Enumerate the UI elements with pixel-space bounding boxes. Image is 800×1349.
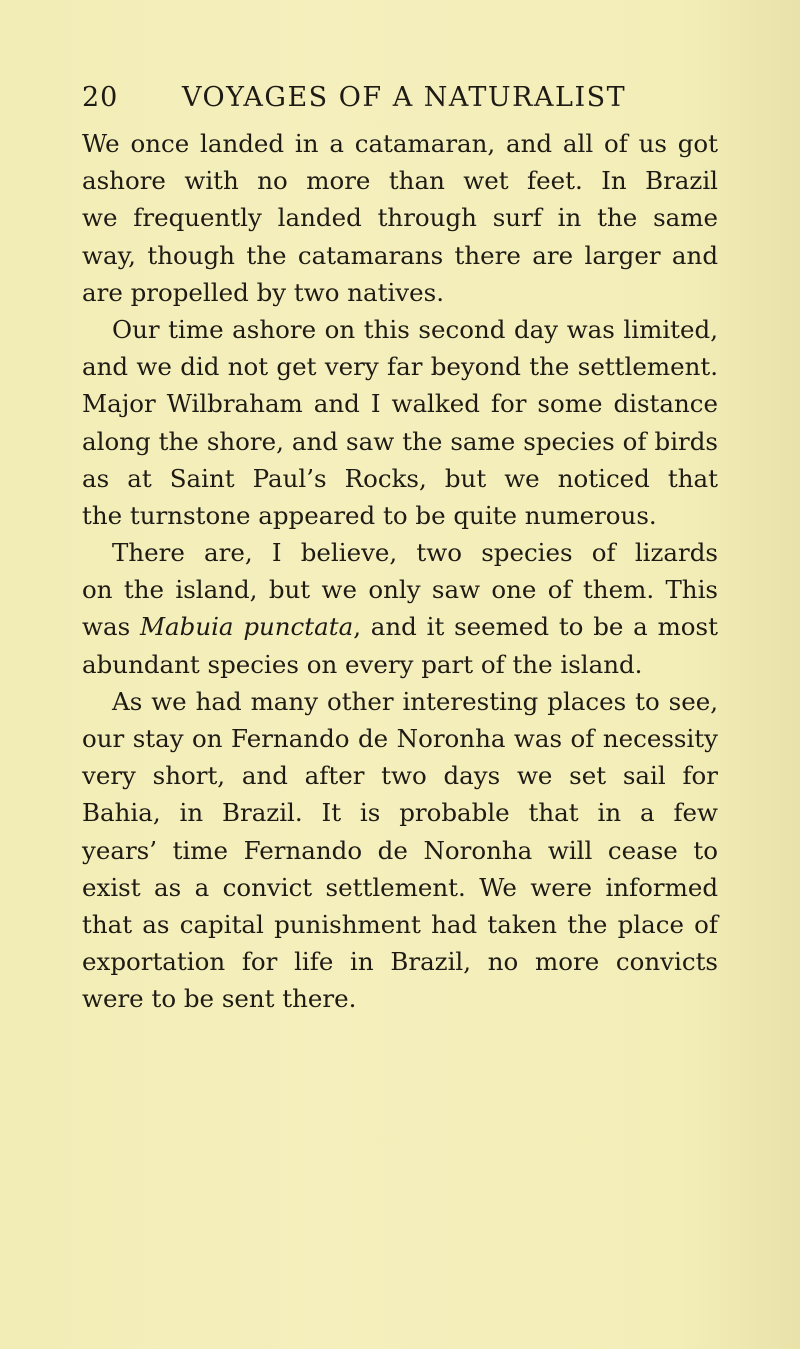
text-line: Our time ashore on this second day was limited, (112, 314, 718, 344)
text-line: abundant species on every part of the island. (82, 649, 643, 679)
text-line: were to be sent there. (82, 984, 357, 1014)
text-line: the turnstone appeared to be quite numerous. (82, 500, 657, 530)
text-line: are propelled by two natives. (82, 277, 445, 307)
text-line: As we had many other interesting places to see, (112, 686, 718, 716)
text-line: on the island, but we only saw one of them. This (82, 575, 718, 605)
page-number: 20 (82, 82, 119, 113)
text-line: along the shore, and saw the same species of birds (82, 426, 718, 456)
text-line: Bahia, in Brazil. It is probable that in a few (82, 798, 718, 828)
text-line: Major Wilbraham and I walked for some distance (82, 389, 718, 419)
text-line-with-species-name (82, 608, 718, 645)
species-name: Mabuia punctata (139, 612, 354, 642)
text-line: and we did not get very far beyond the settlement. (82, 352, 718, 382)
text-line: There are, I believe, two species of lizards (112, 538, 718, 568)
text-line: exist as a convict settlement. We were informed (82, 872, 718, 902)
page-header (82, 78, 722, 118)
text-line: our stay on Fernando de Noronha was of necessity (82, 724, 718, 753)
text-fragment: was (82, 612, 140, 642)
text-line: exportation for life in Brazil, no more convicts (82, 947, 718, 977)
text-line: way, though the catamarans there are larger and (82, 240, 718, 270)
text-line: We once landed in a catamaran, and all of us got (82, 129, 718, 158)
running-title: VOYAGES OF A NATURALIST (182, 82, 627, 113)
text-line: as at Saint Paul’s Rocks, but we noticed that (82, 463, 718, 493)
text-line: very short, and after two days we set sail for (82, 761, 718, 791)
text-line: ashore with no more than wet feet. In Brazil (82, 166, 718, 196)
text-line: that as capital punishment had taken the place of (82, 909, 718, 939)
text-line: years’ time Fernando de Noronha will cease to (82, 835, 718, 865)
text-fragment: , and it seemed to be a most (353, 612, 718, 642)
text-line: we frequently landed through surf in the same (82, 203, 718, 233)
body-text (82, 125, 718, 1018)
